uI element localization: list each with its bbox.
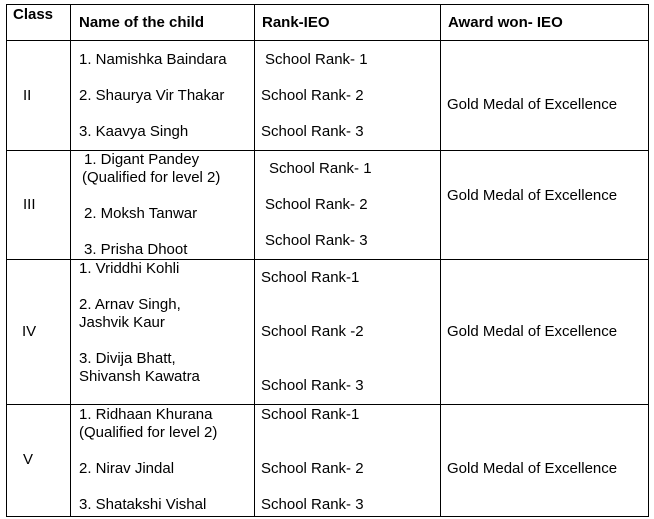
header-name: Name of the child	[79, 14, 205, 31]
column-divider	[440, 4, 441, 517]
header-class: Class	[13, 6, 54, 23]
table-border-right	[648, 4, 649, 517]
child-name: 3. Prisha Dhoot	[84, 241, 188, 258]
awards-table	[6, 4, 649, 517]
rank-cell: School Rank -2	[261, 323, 364, 340]
header-award: Award won- IEO	[448, 14, 563, 31]
child-name: (Qualified for level 2)	[79, 424, 218, 441]
header-rank: Rank-IEO	[262, 14, 330, 31]
rank-cell: School Rank- 2	[261, 87, 364, 104]
class-cell: V	[23, 451, 34, 468]
award-cell: Gold Medal of Excellence	[447, 96, 618, 113]
child-name: 3. Divija Bhatt,	[79, 350, 176, 367]
child-name: 1. Vriddhi Kohli	[79, 260, 180, 277]
table-border-bottom	[6, 516, 649, 517]
row-divider	[6, 40, 649, 41]
column-divider	[254, 4, 255, 517]
rank-cell: School Rank- 3	[265, 232, 368, 249]
child-name: 2. Arnav Singh,	[79, 296, 181, 313]
rank-cell: School Rank- 3	[261, 123, 364, 140]
class-cell: II	[23, 87, 32, 104]
rank-cell: School Rank- 2	[265, 196, 368, 213]
rank-cell: School Rank- 2	[261, 460, 364, 477]
row-divider	[6, 404, 649, 405]
rank-cell: School Rank- 1	[265, 51, 368, 68]
child-name: 1. Ridhaan Khurana	[79, 406, 213, 423]
child-name: 1. Digant Pandey	[84, 151, 200, 168]
child-name: 3. Shatakshi Vishal	[79, 496, 207, 513]
child-name: 3. Kaavya Singh	[79, 123, 189, 140]
award-cell: Gold Medal of Excellence	[447, 460, 618, 477]
child-name: (Qualified for level 2)	[82, 169, 221, 186]
column-divider	[70, 4, 71, 517]
child-name: Jashvik Kaur	[79, 314, 165, 331]
rank-cell: School Rank- 3	[261, 377, 364, 394]
rank-cell: School Rank-1	[261, 406, 360, 423]
rank-cell: School Rank- 1	[269, 160, 372, 177]
class-cell: IV	[22, 323, 37, 340]
table-border-top	[6, 4, 649, 5]
child-name: 2. Nirav Jindal	[79, 460, 175, 477]
class-cell: III	[23, 196, 36, 213]
award-cell: Gold Medal of Excellence	[447, 187, 618, 204]
child-name: 2. Moksh Tanwar	[84, 205, 198, 222]
child-name: 2. Shaurya Vir Thakar	[79, 87, 225, 104]
rank-cell: School Rank-1	[261, 269, 360, 286]
rank-cell: School Rank- 3	[261, 496, 364, 513]
table-border-left	[6, 4, 7, 517]
award-cell: Gold Medal of Excellence	[447, 323, 618, 340]
child-name: 1. Namishka Baindara	[79, 51, 227, 68]
child-name: Shivansh Kawatra	[79, 368, 200, 385]
